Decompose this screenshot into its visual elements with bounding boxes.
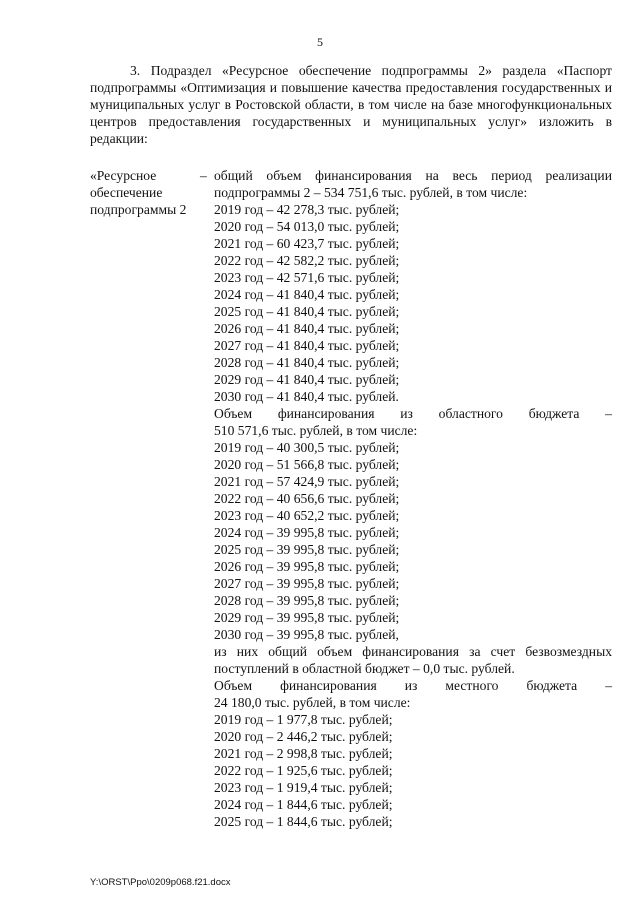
regional-funding-line1 [214,405,612,422]
regional-funding-line2: 510 571,6 тыс. рублей, в том числе: [214,423,418,438]
total-funding-line2: подпрограммы 2 – 534 751,6 тыс. рублей, в том числе: [214,185,528,200]
word: – [605,406,612,421]
word: объем [266,168,302,183]
regional-year-line: 2025 год – 39 995,8 тыс. рублей; [214,542,400,557]
gratuitous-receipts-note: из них общий объем финансирования за счет безвозмездных поступлений в областной бюджет – 0,0 тыс. рублей. [214,644,612,676]
total-year-line: 2021 год – 60 423,7 тыс. рублей; [214,236,400,251]
total-funding-line1 [214,167,612,184]
resource-label [90,167,210,218]
word: из [400,406,413,421]
regional-year-line: 2027 год – 39 995,8 тыс. рублей; [214,576,400,591]
total-year-line: 2025 год – 41 840,4 тыс. рублей; [214,304,400,319]
regional-year-line: 2019 год – 40 300,5 тыс. рублей; [214,440,400,455]
total-year-line: 2024 год – 41 840,4 тыс. рублей; [214,287,400,302]
local-year-line: 2024 год – 1 844,6 тыс. рублей; [214,797,393,812]
regional-year-line: 2022 год – 40 656,6 тыс. рублей; [214,491,400,506]
label-dash: – [200,168,207,183]
intro-paragraph [90,62,612,147]
local-year-line: 2021 год – 2 998,8 тыс. рублей; [214,746,393,761]
word: Объем [214,678,253,693]
local-year-line: 2025 год – 1 844,6 тыс. рублей; [214,814,393,829]
regional-year-line: 2029 год – 39 995,8 тыс. рублей; [214,610,400,625]
intro-text: 3. Подраздел «Ресурсное обеспечение подпрограммы 2» раздела «Паспорт подпрограммы «Оптимизация и повышение качества предоставления государственных и муниципальных услуг в Ростовской области, в том числе на базе многофункциональных центров предоставления государственных и муниципальных услуг» изложить в редакции: [90,63,612,146]
regional-year-line: 2023 год – 40 652,2 тыс. рублей; [214,508,400,523]
regional-year-line: 2020 год – 51 566,8 тыс. рублей; [214,457,400,472]
regional-year-line: 2030 год – 39 995,8 тыс. рублей, [214,627,399,642]
local-year-line: 2022 год – 1 925,6 тыс. рублей; [214,763,393,778]
word: местного [445,678,499,693]
total-year-line: 2027 год – 41 840,4 тыс. рублей; [214,338,400,353]
word: финансирования [280,678,377,693]
local-funding-line2: 24 180,0 тыс. рублей, в том числе: [214,695,411,710]
total-year-line: 2019 год – 42 278,3 тыс. рублей; [214,202,400,217]
word: на [425,168,439,183]
word: бюджета [528,406,580,421]
word: финансирования [277,406,375,421]
word: областного [438,406,503,421]
regional-year-line: 2028 год – 39 995,8 тыс. рублей; [214,593,400,608]
word: период [491,168,532,183]
page-number: 5 [317,35,323,49]
regional-year-line: 2026 год – 39 995,8 тыс. рублей; [214,559,400,574]
total-year-line: 2022 год – 42 582,2 тыс. рублей; [214,253,400,268]
local-year-line: 2019 год – 1 977,8 тыс. рублей; [214,712,393,727]
total-year-line: 2020 год – 54 013,0 тыс. рублей; [214,219,400,234]
regional-year-line: 2021 год – 57 424,9 тыс. рублей; [214,474,400,489]
word: весь [452,168,478,183]
resource-label-line: «Ресурсное [90,168,157,183]
resource-label-line: подпрограммы 2 [90,202,187,217]
total-year-line: 2030 год – 41 840,4 тыс. рублей. [214,389,399,404]
word: Объем [214,406,253,421]
file-path-footer: Y:\ORST\Ppo\0209p068.f21.docx [90,877,231,888]
total-year-line: 2029 год – 41 840,4 тыс. рублей; [214,372,400,387]
regional-year-line: 2024 год – 39 995,8 тыс. рублей; [214,525,400,540]
total-year-line: 2026 год – 41 840,4 тыс. рублей; [214,321,400,336]
funding-details [214,167,612,830]
word: бюджета [526,678,578,693]
local-year-line: 2023 год – 1 919,4 тыс. рублей; [214,780,393,795]
resource-label-line: обеспечение [90,185,163,200]
word: из [404,678,418,693]
total-year-line: 2028 год – 41 840,4 тыс. рублей; [214,355,400,370]
local-funding-line1 [214,677,612,694]
word: – [605,678,612,693]
word: общий [214,168,253,183]
word: финансирования [315,168,412,183]
local-year-line: 2020 год – 2 446,2 тыс. рублей; [214,729,393,744]
word: реализации [545,168,612,183]
total-year-line: 2023 год – 42 571,6 тыс. рублей; [214,270,400,285]
